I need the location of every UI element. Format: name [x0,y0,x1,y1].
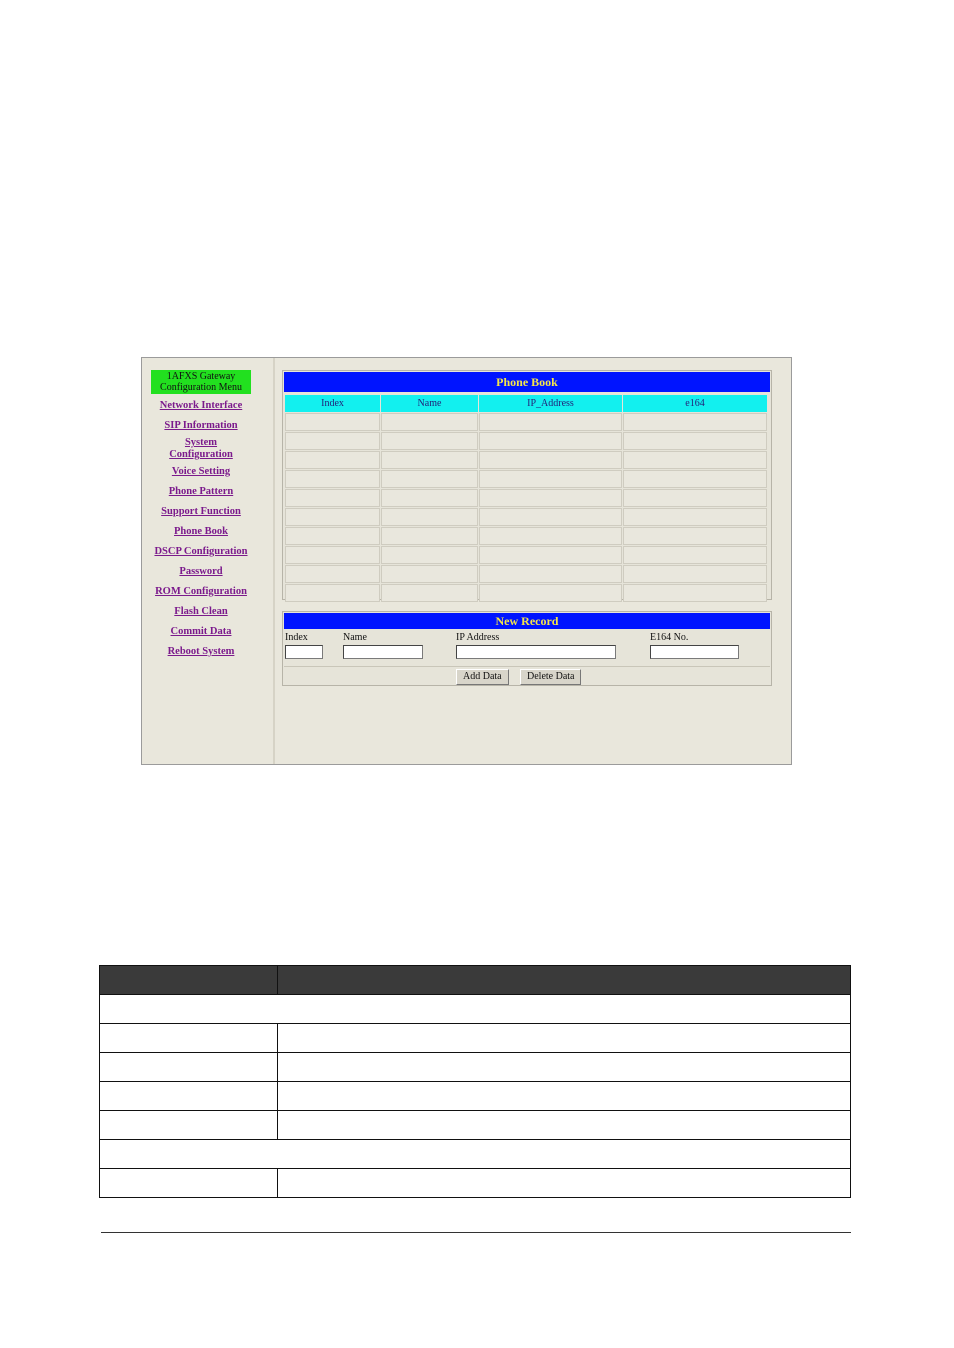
menu-link-sip-information[interactable]: SIP Information [164,420,238,431]
phone-book-cell [285,527,380,545]
menu-link-system[interactable]: System [184,437,218,448]
phone-book-cell [479,546,622,564]
menu-title-line1: 1AFXS Gateway [166,371,236,382]
document-table-cell [100,1053,278,1082]
document-table-header-row [100,966,851,995]
phone-book-row [285,489,767,507]
document-table [99,965,851,1198]
menu-link-support-function[interactable]: Support Function [161,506,241,517]
column-header-name: Name [381,395,478,412]
phone-book-cell [381,565,478,583]
menu-link-network-interface[interactable]: Network Interface [159,400,243,411]
document-table-row [100,1082,851,1111]
document-table-cell [278,1024,851,1053]
phone-book-cell [623,432,767,450]
document-table-row [100,1024,851,1053]
phone-book-cell [285,451,380,469]
column-header-ip-address: IP_Address [479,395,622,412]
phone-book-cell [623,489,767,507]
name-label: Name [343,632,367,643]
phone-book-row [285,508,767,526]
menu-link-phone-pattern[interactable]: Phone Pattern [168,486,234,497]
name-input[interactable] [343,645,423,659]
new-record-title: New Record [284,613,770,629]
phone-book-cell [285,584,380,602]
document-table-row [100,995,851,1024]
phone-book-cell [381,584,478,602]
menu-links [142,398,260,657]
phone-book-cell [623,527,767,545]
phone-book-row [285,451,767,469]
document-table-cell [100,1082,278,1111]
document-table-section-cell [100,1140,851,1169]
phone-book-row [285,546,767,564]
phone-book-cell [479,432,622,450]
phone-book-table [284,394,768,603]
phone-book-cell [623,546,767,564]
footer-rule [101,1232,851,1233]
phone-book-cell [623,565,767,583]
e164-label: E164 No. [650,632,689,643]
phone-book-row [285,527,767,545]
menu-title-line2: Configuration Menu [160,382,242,393]
menu-link-flash-clean[interactable]: Flash Clean [174,606,228,617]
column-header-e164: e164 [623,395,767,412]
phone-book-cell [285,413,380,431]
phone-book-panel [282,370,772,600]
phone-book-cell [623,508,767,526]
document-table-row [100,1053,851,1082]
phone-book-cell [479,413,622,431]
phone-book-cell [623,584,767,602]
document-table-cell [278,1111,851,1140]
document-table-cell [100,1024,278,1053]
phone-book-cell [479,489,622,507]
phone-book-cell [285,489,380,507]
document-table-section-cell [100,995,851,1024]
phone-book-cell [381,546,478,564]
document-table-row [100,1111,851,1140]
phone-book-cell [381,508,478,526]
document-table-row [100,1140,851,1169]
phone-book-cell [285,470,380,488]
phone-book-cell [381,527,478,545]
phone-book-cell [285,432,380,450]
phone-book-cell [285,508,380,526]
phone-book-cell [623,451,767,469]
menu-link-reboot-system[interactable]: Reboot System [167,646,235,657]
column-header-index: Index [285,395,380,412]
phone-book-row [285,584,767,602]
phone-book-row [285,565,767,583]
phone-book-cell [381,432,478,450]
menu-link-rom-configuration[interactable]: ROM Configuration [155,586,247,597]
delete-data-button[interactable]: Delete Data [520,669,581,685]
document-table-header-cell [100,966,278,995]
phone-book-cell [479,527,622,545]
document-table-row [100,1169,851,1198]
add-data-button[interactable]: Add Data [456,669,509,685]
button-row [284,666,770,685]
menu-title [151,370,251,394]
phone-book-cell [381,451,478,469]
document-table-cell [100,1169,278,1198]
phone-book-row [285,432,767,450]
index-input[interactable] [285,645,323,659]
document-table-cell [278,1082,851,1111]
menu-link-voice-setting[interactable]: Voice Setting [171,466,231,477]
gateway-config-screenshot [141,357,792,765]
phone-book-cell [381,470,478,488]
phone-book-cell [479,565,622,583]
phone-book-cell [285,546,380,564]
e164-input[interactable] [650,645,739,659]
phone-book-cell [479,470,622,488]
new-record-panel [282,611,772,686]
phone-book-title: Phone Book [284,372,770,392]
ip-address-input[interactable] [456,645,616,659]
document-table-cell [100,1111,278,1140]
document-table-cell [278,1169,851,1198]
phone-book-cell [479,584,622,602]
menu-link-password[interactable]: Password [179,566,223,577]
phone-book-cell [623,413,767,431]
phone-book-cell [623,470,767,488]
document-table-cell [278,1053,851,1082]
index-label: Index [285,632,308,643]
ip-address-label: IP Address [456,632,500,643]
phone-book-cell [381,489,478,507]
phone-book-cell [285,565,380,583]
menu-link-phone-book[interactable]: Phone Book [174,526,228,537]
phone-book-cell [381,413,478,431]
phone-book-cell [479,451,622,469]
menu-link-dscp-configuration[interactable]: DSCP Configuration [154,546,248,557]
phone-book-cell [479,508,622,526]
menu-link-system-configuration[interactable]: Configuration [169,449,233,460]
menu-link-commit-data[interactable]: Commit Data [170,626,232,637]
phone-book-row [285,413,767,431]
document-table-header-cell [278,966,851,995]
sidebar [142,358,275,764]
phone-book-row [285,470,767,488]
